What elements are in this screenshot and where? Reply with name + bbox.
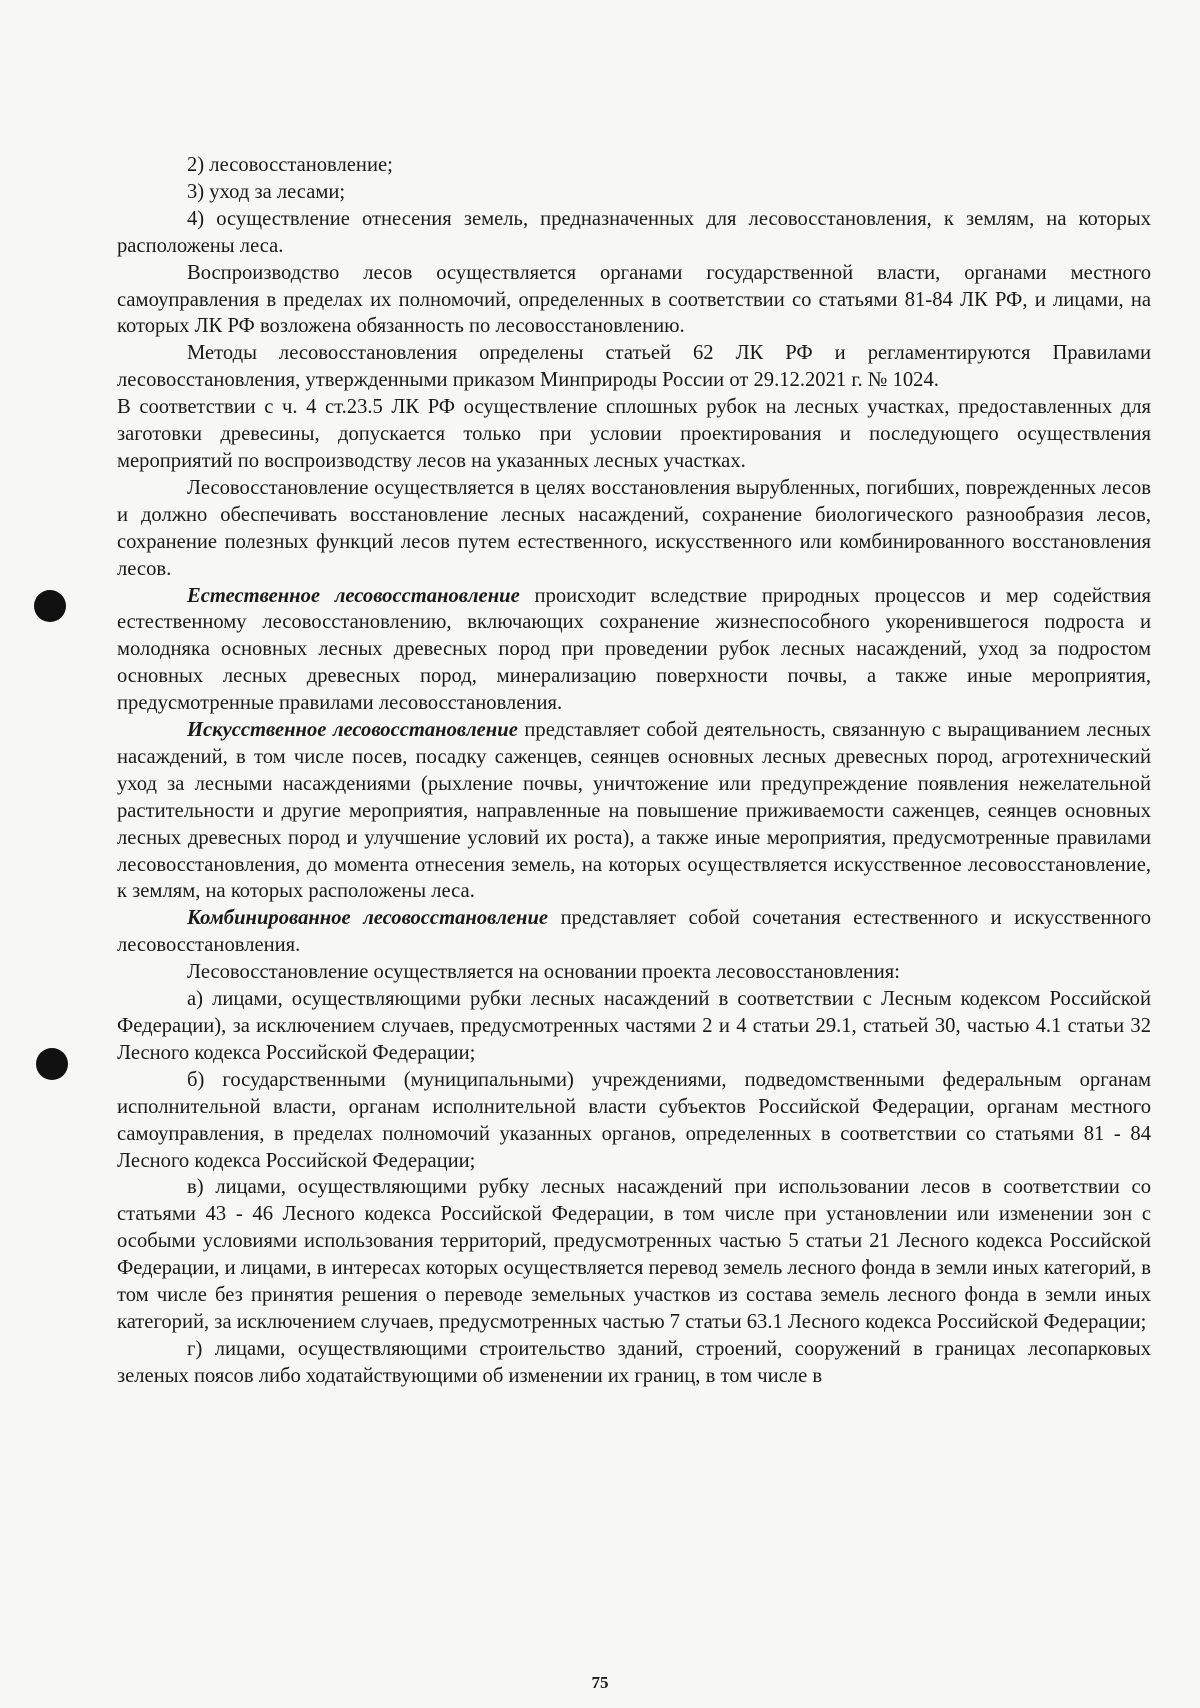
list-item-4: 4) осуществление отнесения земель, предназначенных для лесовосстановления, к землям, на которых расположены леса. — [117, 207, 1151, 257]
artificial-regeneration-text: представляет собой деятельность, связанную с выращиванием лесных насаждений, в том числе посев, посадку саженцев, сеянцев основных лесных древесных пород, агротехнический уход за лесными насаждениями (рыхление почвы, уничтожение или предупреждение появления нежелательной растительности и другие мероприятия, направленные на повышение приживаемости саженцев, сеянцев основных лесных древесных пород и улучшение условий их роста), а также иные мероприятия, предусмотренные правилами лесовосстановления, до момента отнесения земель, на которых осуществляется искусственное лесовосстановление, к землям, на которых расположены леса. — [117, 719, 1151, 903]
natural-regeneration-term: Естественное лесовосстановление — [187, 584, 520, 607]
item-a: а) лицами, осуществляющими рубки лесных насаждений в соответствии с Лесным кодексом Российской Федерации), за исключением случаев, предусмотренных частями 2 и 4 статьи 29.1, статьей 30, частью 4.1 статьи 32 Лесного кодекса Российской Федерации; — [117, 988, 1151, 1064]
punch-hole-bottom — [36, 1048, 68, 1080]
combined-regeneration-text: представляет собой сочетания естественного и искусственного лесовосстановления. — [117, 907, 1151, 957]
natural-regeneration-text: происходит вследствие природных процессов и мер содействия естественному лесовосстановлению, включающих сохранение жизнеспособного укоренившегося подроста и молодняка основных лесных древесных пород при проведении рубок лесных насаждений, уход за подростом основных лесных древесных пород, минерализацию поверхности почвы, а также иные мероприятия, предусмотренные правилами лесовосстановления. — [117, 584, 1152, 715]
document-body — [117, 152, 1151, 1390]
purpose-paragraph: Лесовосстановление осуществляется в целях восстановления вырубленных, погибших, поврежденных лесов и должно обеспечивать восстановление лесных насаждений, сохранение биологического разнообразия лесов, сохранение полезных функций лесов путем естественного, искусственного или комбинированного восстановления лесов. — [117, 476, 1151, 580]
combined-regeneration-term: Комбинированное лесовосстановление — [187, 907, 549, 930]
list-item-3: 3) уход за лесами; — [187, 180, 346, 203]
reproduction-paragraph: Воспроизводство лесов осуществляется органами государственной власти, органами местного самоуправления в пределах их полномочий, определенных в соответствии со статьями 81-84 ЛК РФ, и лицами, на которых ЛК РФ возложена обязанность по лесовосстановлению. — [117, 261, 1151, 338]
combined-regeneration-paragraph — [117, 905, 1151, 959]
item-b: б) государственными (муниципальными) учреждениями, подведомственными федеральным органам исполнительной власти, органам исполнительной власти субъектов Российской Федерации, органам местного самоуправления, в пределах полномочий указанных органов, определенных в соответствии со статьями 81 - 84 Лесного кодекса Российской Федерации; — [117, 1068, 1151, 1172]
methods-paragraph: Методы лесовосстановления определены статьей 62 ЛК РФ и регламентируются Правилами лесовосстановления, утвержденными приказом Минприроды России от 29.12.2021 г. № 1024. — [117, 342, 1151, 392]
artificial-regeneration-paragraph — [117, 717, 1151, 905]
item-g: г) лицами, осуществляющими строительство зданий, строений, сооружений в границах лесопарковых зеленых поясов либо ходатайствующими об изменении их границ, в том числе в — [117, 1337, 1151, 1387]
page-number: 75 — [591, 1673, 609, 1692]
artificial-regeneration-term: Искусственное лесовосстановление — [187, 719, 518, 742]
list-item-2: 2) лесовосстановление; — [187, 154, 393, 176]
natural-regeneration-paragraph — [117, 583, 1151, 718]
punch-hole-top — [34, 590, 66, 622]
item-v: в) лицами, осуществляющими рубку лесных насаждений при использовании лесов в соответствии со статьями 43 - 46 Лесного кодекса Российской Федерации, в том числе при установлении или изменении зон с особыми условиями использования территорий, предусмотренных частью 5 статьи 21 Лесного кодекса Российской Федерации, и лицами, в интересах которых осуществляется перевод земель лесного фонда в земли иных категорий, в том числе без принятия решения о переводе земельных участков из состава земель лесного фонда в земли иных категорий, за исключением случаев, предусмотренных частью 7 статьи 63.1 Лесного кодекса Российской Федерации; — [117, 1176, 1151, 1333]
clearcut-paragraph: В соответствии с ч. 4 ст.23.5 ЛК РФ осуществление сплошных рубок на лесных участках, предоставленных для заготовки древесины, допускается только при условии проектирования и последующего осуществления мероприятий по воспроизводству лесов на указанных лесных участках. — [117, 396, 1151, 472]
basis-paragraph: Лесовосстановление осуществляется на основании проекта лесовосстановления: — [187, 961, 900, 984]
